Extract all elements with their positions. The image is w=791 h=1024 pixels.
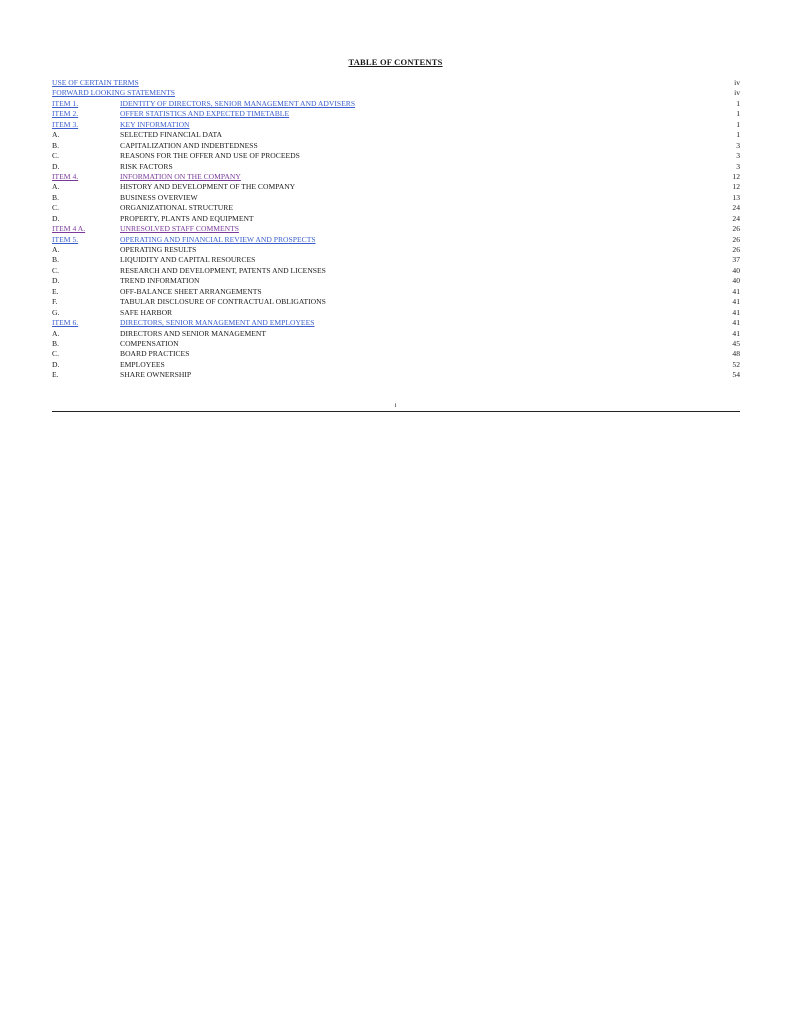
toc-page-number: 1 <box>736 130 740 140</box>
toc-subitem-title: LIQUIDITY AND CAPITAL RESOURCES <box>120 255 256 265</box>
toc-row <box>52 329 740 339</box>
toc-row <box>52 318 740 328</box>
toc-row <box>52 193 740 203</box>
toc-subitem-letter: D. <box>52 213 60 223</box>
toc-link-forward-looking-statements[interactable]: FORWARD LOOKING STATEMENTS <box>52 88 176 98</box>
toc-page-number: 13 <box>732 192 740 202</box>
toc-subitem-title: TREND INFORMATION <box>120 276 200 286</box>
toc-page-number: 41 <box>732 307 740 317</box>
toc-subitem-letter: B. <box>52 255 59 265</box>
toc-page-number: 41 <box>732 297 740 307</box>
toc-page-number: 37 <box>732 255 740 265</box>
toc-subitem-letter: E. <box>52 286 59 296</box>
toc-row <box>52 182 740 192</box>
toc-subitem-letter: C. <box>52 203 59 213</box>
toc-link-item-1-title[interactable]: IDENTITY OF DIRECTORS, SENIOR MANAGEMENT AND ADVISERS <box>120 98 356 108</box>
toc-list <box>52 78 740 381</box>
toc-subitem-title: EMPLOYEES <box>120 359 165 369</box>
toc-row <box>52 214 740 224</box>
toc-subitem-letter: A. <box>52 130 60 140</box>
toc-link-item-4a[interactable]: ITEM 4 A. <box>52 224 86 234</box>
toc-subitem-title: REASONS FOR THE OFFER AND USE OF PROCEEDS <box>120 151 300 161</box>
toc-link-item-5[interactable]: ITEM 5. <box>52 234 79 244</box>
toc-page-number: 1 <box>736 119 740 129</box>
toc-row <box>52 141 740 151</box>
toc-page-number: 48 <box>732 349 740 359</box>
toc-page-number: 12 <box>732 182 740 192</box>
toc-page-number: 12 <box>732 171 740 181</box>
toc-subitem-title: SHARE OWNERSHIP <box>120 370 192 380</box>
toc-subitem-title: OFF-BALANCE SHEET ARRANGEMENTS <box>120 286 262 296</box>
toc-page-number: iv <box>734 78 740 87</box>
toc-subitem-letter: C. <box>52 265 59 275</box>
toc-row <box>52 360 740 370</box>
toc-subitem-title: SELECTED FINANCIAL DATA <box>120 130 223 140</box>
toc-page-number: 3 <box>736 140 740 150</box>
toc-subitem-title: PROPERTY, PLANTS AND EQUIPMENT <box>120 213 254 223</box>
toc-page-number: 26 <box>732 234 740 244</box>
toc-page-number: 41 <box>732 318 740 328</box>
toc-link-use-of-certain-terms[interactable]: USE OF CERTAIN TERMS <box>52 78 139 87</box>
toc-subitem-letter: B. <box>52 338 59 348</box>
toc-subitem-title: OPERATING RESULTS <box>120 245 197 254</box>
toc-title: TABLE OF CONTENTS <box>348 57 443 67</box>
toc-subitem-title: BUSINESS OVERVIEW <box>120 192 198 202</box>
page-divider <box>52 411 740 412</box>
toc-page-number: 1 <box>736 109 740 119</box>
toc-row <box>52 255 740 265</box>
toc-page-number: 26 <box>732 224 740 234</box>
toc-page-number: 52 <box>732 359 740 369</box>
toc-page-number: 26 <box>732 245 740 254</box>
toc-link-item-1[interactable]: ITEM 1. <box>52 98 79 108</box>
toc-row <box>52 109 740 119</box>
toc-link-item-5-title[interactable]: OPERATING AND FINANCIAL REVIEW AND PROSPECTS <box>120 234 316 244</box>
toc-subitem-title: CAPITALIZATION AND INDEBTEDNESS <box>120 140 258 150</box>
toc-row <box>52 78 740 88</box>
toc-link-item-3-title[interactable]: KEY INFORMATION <box>120 119 190 129</box>
toc-subitem-letter: A. <box>52 182 60 192</box>
toc-page-number: 54 <box>732 370 740 380</box>
toc-row <box>52 266 740 276</box>
toc-subitem-title: ORGANIZATIONAL STRUCTURE <box>120 203 233 213</box>
toc-subitem-letter: F. <box>52 297 58 307</box>
toc-subitem-letter: A. <box>52 245 60 254</box>
toc-row <box>52 297 740 307</box>
toc-page-number: iv <box>734 88 740 98</box>
toc-row <box>52 235 740 245</box>
toc-row <box>52 339 740 349</box>
toc-subitem-title: HISTORY AND DEVELOPMENT OF THE COMPANY <box>120 182 296 192</box>
toc-row <box>52 276 740 286</box>
toc-subitem-title: BOARD PRACTICES <box>120 349 190 359</box>
toc-link-item-6[interactable]: ITEM 6. <box>52 318 79 328</box>
toc-subitem-letter: D. <box>52 359 60 369</box>
toc-page-number: 40 <box>732 276 740 286</box>
toc-row <box>52 130 740 140</box>
toc-row <box>52 308 740 318</box>
toc-subitem-letter: E. <box>52 370 59 380</box>
toc-subitem-letter: B. <box>52 192 59 202</box>
toc-row <box>52 203 740 213</box>
toc-subitem-letter: G. <box>52 307 60 317</box>
toc-link-item-3[interactable]: ITEM 3. <box>52 119 79 129</box>
toc-link-item-2-title[interactable]: OFFER STATISTICS AND EXPECTED TIMETABLE <box>120 109 290 119</box>
toc-row <box>52 245 740 255</box>
toc-row <box>52 88 740 98</box>
toc-page-number: 45 <box>732 338 740 348</box>
toc-subitem-title: SAFE HARBOR <box>120 307 173 317</box>
toc-row <box>52 99 740 109</box>
toc-subitem-title: DIRECTORS AND SENIOR MANAGEMENT <box>120 328 267 338</box>
toc-link-item-2[interactable]: ITEM 2. <box>52 109 79 119</box>
toc-subitem-letter: D. <box>52 161 60 171</box>
toc-row <box>52 162 740 172</box>
toc-subitem-title: TABULAR DISCLOSURE OF CONTRACTUAL OBLIGATIONS <box>120 297 326 307</box>
toc-subitem-title: RISK FACTORS <box>120 161 173 171</box>
toc-subitem-letter: C. <box>52 349 59 359</box>
toc-row <box>52 224 740 234</box>
toc-link-item-4-title[interactable]: INFORMATION ON THE COMPANY <box>120 171 241 181</box>
toc-row <box>52 151 740 161</box>
toc-row <box>52 349 740 359</box>
toc-row <box>52 172 740 182</box>
toc-row <box>52 287 740 297</box>
toc-subitem-letter: D. <box>52 276 60 286</box>
toc-link-item-6-title[interactable]: DIRECTORS, SENIOR MANAGEMENT AND EMPLOYEES <box>120 318 315 328</box>
toc-link-item-4a-title[interactable]: UNRESOLVED STAFF COMMENTS <box>120 224 239 234</box>
toc-subitem-letter: A. <box>52 328 60 338</box>
toc-page-number: 3 <box>736 161 740 171</box>
toc-page-number: 24 <box>732 203 740 213</box>
toc-link-item-4[interactable]: ITEM 4. <box>52 171 79 181</box>
toc-row <box>52 120 740 130</box>
page-number: i <box>394 402 397 409</box>
toc-subitem-title: RESEARCH AND DEVELOPMENT, PATENTS AND LICENSES <box>120 265 326 275</box>
toc-page-number: 41 <box>732 328 740 338</box>
toc-row <box>52 370 740 380</box>
toc-page-number: 41 <box>732 286 740 296</box>
toc-subitem-letter: C. <box>52 151 59 161</box>
toc-subitem-title: COMPENSATION <box>120 338 179 348</box>
toc-subitem-letter: B. <box>52 140 59 150</box>
toc-page-number: 3 <box>736 151 740 161</box>
toc-page-number: 24 <box>732 213 740 223</box>
toc-page-number: 1 <box>736 98 740 108</box>
toc-page-number: 40 <box>732 265 740 275</box>
